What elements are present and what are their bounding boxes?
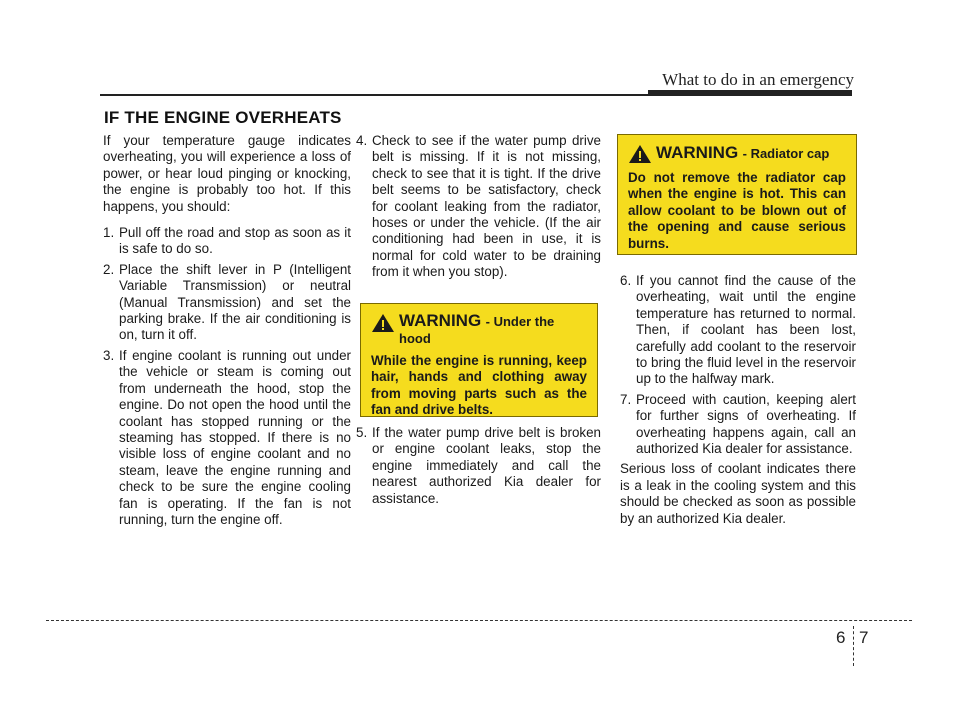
header-tab (648, 90, 852, 96)
warning-triangle-icon (628, 144, 652, 164)
warning-header (371, 312, 587, 347)
step-4 (356, 133, 601, 281)
page-number: 7 (859, 628, 869, 647)
warning-word: WARNING (656, 143, 739, 162)
header-title: What to do in an emergency (662, 70, 854, 89)
section-title: IF THE ENGINE OVERHEATS (104, 108, 342, 127)
step-text: If engine coolant is running out under the vehicle or steam is coming out from underneath the hood, stop the engine. Do not open the hood until the coolant has stopped running or the steaming has stopped. If there is no visible loss of engine coolant and no steam, leave the engine running and check to be sure the engine cooling fan is operating. If the fan is not running, turn the engine off. (119, 347, 351, 527)
step-number: 2. (103, 261, 115, 277)
warning-subtitle: - Radiator cap (742, 146, 830, 161)
step-number: 1. (103, 225, 115, 241)
step-text: If the water pump drive belt is broken or engine coolant leaks, stop the engine immediately and call the nearest authorized Kia dealer for assistance. (372, 425, 601, 506)
warning-title (656, 143, 829, 163)
step-number: 4. (356, 133, 368, 148)
step-6 (620, 273, 856, 388)
warning-triangle-icon (371, 313, 395, 333)
warning-body: While the engine is running, keep hair, hands and clothing away from moving parts such as the fan and drive belts. (371, 353, 587, 418)
warning-title (399, 312, 587, 347)
step-number: 6. (620, 273, 632, 288)
step-text: Place the shift lever in P (Intelligent Variable Transmission) or neutral (Manual Transmission) and set the parking brake. If the air conditioning is on, turn it off. (119, 261, 351, 343)
column-middle-bottom (356, 425, 601, 511)
column-right (620, 273, 856, 537)
column-middle-top (356, 133, 601, 285)
step-text: Pull off the road and stop as soon as it is safe to do so. (119, 225, 351, 257)
step-text: Proceed with caution, keeping alert for further signs of overheating. If overheating happens again, call an authorized Kia dealer for assistance. (636, 391, 856, 457)
warning-header (628, 143, 846, 164)
warning-subtitle: - Under the hood (399, 314, 555, 346)
warning-box-hood (360, 303, 598, 417)
step-7 (620, 392, 856, 458)
chapter-number: 6 (836, 628, 846, 647)
warning-box-radiator (617, 134, 857, 255)
step-2 (103, 262, 351, 344)
step-3 (103, 348, 351, 528)
step-number: 3. (103, 347, 115, 363)
column-left (103, 133, 351, 532)
step-number: 7. (620, 391, 632, 407)
warning-body: Do not remove the radiator cap when the engine is hot. This can allow coolant to be blown out of the opening and cause serious burns. (628, 170, 846, 251)
page-divider (853, 626, 854, 666)
step-text: Check to see if the water pump drive belt is missing. If it is not missing, check to see that it is tight. If the drive belt seems to be satisfactory, check for coolant leaking from the radiator, hoses or under the vehicle. (If the air conditioning had been in use, it is normal for cold water to be draining from it when you stop). (372, 133, 601, 280)
step-5 (356, 425, 601, 507)
closing-paragraph: Serious loss of coolant indicates there is a leak in the cooling system and this should be checked as soon as possible by an authorized Kia dealer. (620, 461, 856, 526)
step-number: 5. (356, 425, 368, 440)
step-1 (103, 225, 351, 258)
step-text: If you cannot find the cause of the overheating, wait until the engine temperature has returned to normal. Then, if coolant has been lost, carefully add coolant to the reservoir to bring the fluid level in the reservoir up to the halfway mark. (636, 273, 856, 387)
warning-word: WARNING (399, 311, 482, 330)
footer-rule (46, 620, 912, 621)
intro-paragraph: If your temperature gauge indicates overheating, you will experience a loss of power, or hear loud pinging or knocking, the engine is probably too hot. If this happens, you should: (103, 133, 351, 214)
